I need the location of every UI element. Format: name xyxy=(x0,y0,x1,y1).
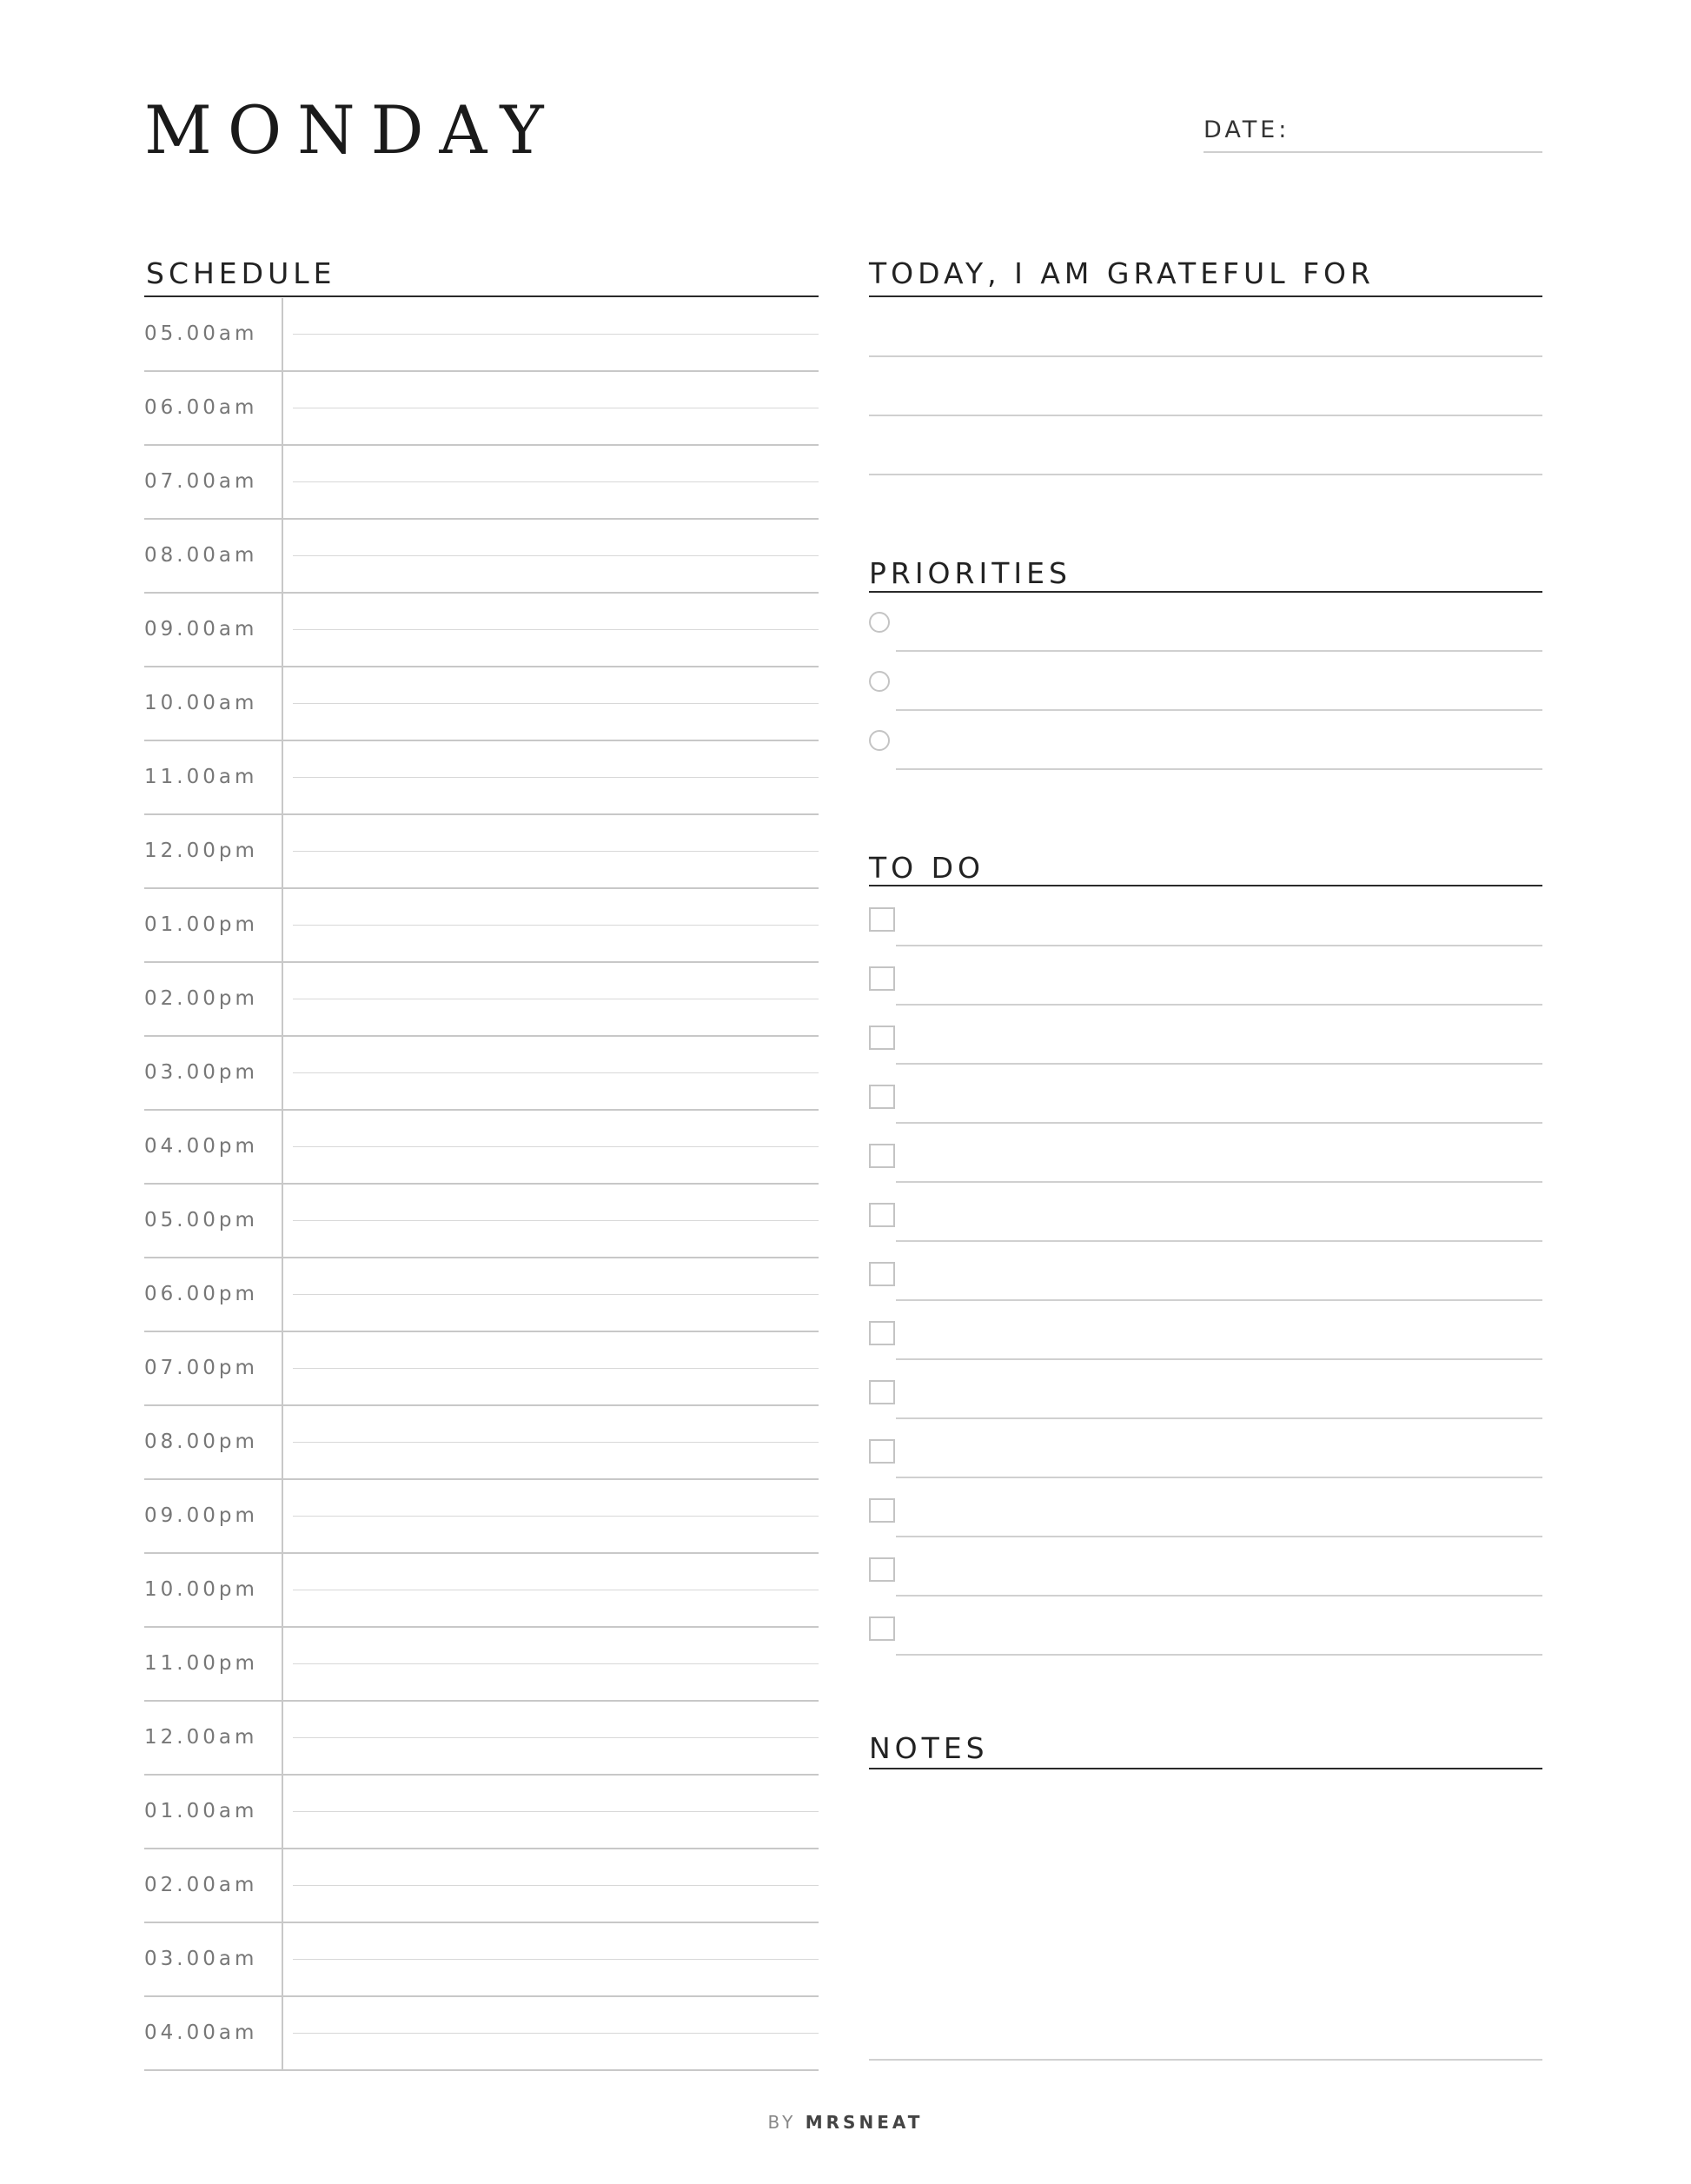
schedule-slot[interactable] xyxy=(144,1037,819,1111)
schedule-time: 04.00pm xyxy=(144,1135,258,1158)
todo-line[interactable] xyxy=(896,1536,1542,1537)
schedule-divider xyxy=(282,1628,283,1702)
schedule-half-line xyxy=(293,1516,819,1517)
schedule-time: 06.00am xyxy=(144,396,258,419)
footer xyxy=(0,2114,1691,2131)
schedule-divider xyxy=(282,741,283,815)
schedule-slot[interactable] xyxy=(144,1480,819,1554)
footer-brand: MRSNEAT xyxy=(805,2112,924,2133)
schedule-time: 05.00pm xyxy=(144,1209,258,1231)
schedule-slot[interactable] xyxy=(144,1702,819,1776)
todo-checkbox[interactable] xyxy=(869,1616,895,1641)
schedule-divider xyxy=(282,520,283,594)
todo-line[interactable] xyxy=(896,1595,1542,1597)
priority-line[interactable] xyxy=(896,709,1542,711)
schedule-divider xyxy=(282,594,283,667)
todo-title: TO DO xyxy=(869,851,985,885)
todo-line[interactable] xyxy=(896,1063,1542,1065)
schedule-time: 11.00pm xyxy=(144,1652,258,1675)
grateful-title: TODAY, I AM GRATEFUL FOR xyxy=(869,256,1375,290)
schedule-slot[interactable] xyxy=(144,446,819,520)
schedule-divider xyxy=(282,1037,283,1111)
schedule-time: 01.00pm xyxy=(144,913,258,936)
schedule-divider xyxy=(282,1332,283,1406)
schedule-divider xyxy=(282,667,283,741)
todo-line[interactable] xyxy=(896,1358,1542,1360)
schedule-list xyxy=(144,298,819,2071)
schedule-time: 06.00pm xyxy=(144,1283,258,1305)
grateful-rule xyxy=(869,295,1542,297)
schedule-slot[interactable] xyxy=(144,1111,819,1185)
schedule-divider xyxy=(282,446,283,520)
date-label: DATE: xyxy=(1204,116,1290,143)
schedule-time: 04.00am xyxy=(144,2021,258,2044)
schedule-time: 07.00am xyxy=(144,470,258,493)
schedule-title: SCHEDULE xyxy=(146,256,336,290)
todo-checkbox[interactable] xyxy=(869,1439,895,1464)
schedule-time: 02.00am xyxy=(144,1874,258,1896)
schedule-time: 10.00am xyxy=(144,692,258,714)
schedule-slot[interactable] xyxy=(144,298,819,372)
schedule-slot[interactable] xyxy=(144,1628,819,1702)
priority-line[interactable] xyxy=(896,650,1542,652)
notes-area[interactable] xyxy=(869,1769,1542,2058)
schedule-half-line xyxy=(293,481,819,482)
schedule-slot[interactable] xyxy=(144,889,819,963)
schedule-time: 09.00pm xyxy=(144,1504,258,1527)
schedule-divider xyxy=(282,1258,283,1332)
schedule-divider xyxy=(282,815,283,889)
schedule-divider xyxy=(282,1480,283,1554)
todo-checkbox[interactable] xyxy=(869,907,895,932)
schedule-divider xyxy=(282,298,283,372)
schedule-half-line xyxy=(293,629,819,630)
todo-checkbox[interactable] xyxy=(869,1557,895,1582)
todo-line[interactable] xyxy=(896,1299,1542,1301)
priorities-title: PRIORITIES xyxy=(869,556,1071,590)
schedule-slot[interactable] xyxy=(144,1185,819,1258)
schedule-slot[interactable] xyxy=(144,1776,819,1849)
schedule-half-line xyxy=(293,1368,819,1369)
todo-checkbox[interactable] xyxy=(869,1262,895,1286)
schedule-divider xyxy=(282,1776,283,1849)
schedule-divider xyxy=(282,1997,283,2071)
schedule-slot[interactable] xyxy=(144,594,819,667)
grateful-line[interactable] xyxy=(869,355,1542,357)
priority-line[interactable] xyxy=(896,768,1542,770)
page-title: MONDAY xyxy=(144,91,560,169)
schedule-time: 07.00pm xyxy=(144,1357,258,1379)
schedule-half-line xyxy=(293,703,819,704)
schedule-half-line xyxy=(293,1146,819,1147)
schedule-half-line xyxy=(293,1294,819,1295)
schedule-divider xyxy=(282,1702,283,1776)
schedule-divider xyxy=(282,1111,283,1185)
todo-checkbox[interactable] xyxy=(869,1144,895,1168)
todo-checkbox[interactable] xyxy=(869,1203,895,1227)
schedule-slot[interactable] xyxy=(144,372,819,446)
schedule-divider xyxy=(282,372,283,446)
schedule-time: 05.00am xyxy=(144,322,258,345)
schedule-divider xyxy=(282,963,283,1037)
schedule-half-line xyxy=(293,1072,819,1073)
todo-line[interactable] xyxy=(896,1122,1542,1124)
schedule-time: 12.00am xyxy=(144,1726,258,1749)
todo-rule xyxy=(869,885,1542,886)
schedule-rule xyxy=(144,295,819,297)
schedule-half-line xyxy=(293,334,819,335)
schedule-slot[interactable] xyxy=(144,520,819,594)
schedule-time: 03.00pm xyxy=(144,1061,258,1084)
schedule-divider xyxy=(282,1923,283,1997)
schedule-slot[interactable] xyxy=(144,1406,819,1480)
todo-checkbox[interactable] xyxy=(869,1498,895,1523)
priorities-rule xyxy=(869,591,1542,593)
todo-checkbox[interactable] xyxy=(869,966,895,991)
schedule-half-line xyxy=(293,2033,819,2034)
schedule-divider xyxy=(282,1185,283,1258)
grateful-line[interactable] xyxy=(869,474,1542,475)
schedule-divider xyxy=(282,889,283,963)
schedule-half-line xyxy=(293,1737,819,1738)
todo-line[interactable] xyxy=(896,945,1542,946)
footer-by: BY xyxy=(767,2112,797,2133)
schedule-time: 01.00am xyxy=(144,1800,258,1822)
schedule-time: 11.00am xyxy=(144,766,258,788)
notes-title: NOTES xyxy=(869,1731,989,1765)
grateful-line[interactable] xyxy=(869,415,1542,416)
schedule-half-line xyxy=(293,1959,819,1960)
priority-circle-icon[interactable] xyxy=(869,612,890,633)
schedule-divider xyxy=(282,1849,283,1923)
schedule-half-line xyxy=(293,777,819,778)
schedule-time: 08.00pm xyxy=(144,1431,258,1453)
schedule-time: 09.00am xyxy=(144,618,258,641)
schedule-slot[interactable] xyxy=(144,1554,819,1628)
schedule-time: 12.00pm xyxy=(144,840,258,862)
todo-line[interactable] xyxy=(896,1654,1542,1656)
schedule-slot[interactable] xyxy=(144,1332,819,1406)
todo-line[interactable] xyxy=(896,1477,1542,1478)
schedule-divider xyxy=(282,1406,283,1480)
schedule-slot[interactable] xyxy=(144,1849,819,1923)
todo-line[interactable] xyxy=(896,1417,1542,1419)
schedule-half-line xyxy=(293,851,819,852)
schedule-slot[interactable] xyxy=(144,815,819,889)
todo-checkbox[interactable] xyxy=(869,1085,895,1109)
schedule-half-line xyxy=(293,925,819,926)
schedule-half-line xyxy=(293,1885,819,1886)
schedule-time: 08.00am xyxy=(144,544,258,567)
schedule-slot[interactable] xyxy=(144,667,819,741)
schedule-slot[interactable] xyxy=(144,1923,819,1997)
notes-bottom-line xyxy=(869,2059,1542,2061)
schedule-half-line xyxy=(293,1442,819,1443)
schedule-slot[interactable] xyxy=(144,1258,819,1332)
schedule-slot[interactable] xyxy=(144,1997,819,2071)
schedule-slot[interactable] xyxy=(144,741,819,815)
schedule-time: 03.00am xyxy=(144,1948,258,1970)
schedule-time: 10.00pm xyxy=(144,1578,258,1601)
schedule-half-line xyxy=(293,1811,819,1812)
priority-circle-icon[interactable] xyxy=(869,671,890,692)
schedule-half-line xyxy=(293,1220,819,1221)
schedule-half-line xyxy=(293,555,819,556)
priority-circle-icon[interactable] xyxy=(869,730,890,751)
todo-line[interactable] xyxy=(896,1004,1542,1006)
todo-checkbox[interactable] xyxy=(869,1380,895,1404)
todo-line[interactable] xyxy=(896,1181,1542,1183)
schedule-slot[interactable] xyxy=(144,963,819,1037)
date-field[interactable] xyxy=(1204,118,1542,153)
schedule-time: 02.00pm xyxy=(144,987,258,1010)
todo-checkbox[interactable] xyxy=(869,1026,895,1050)
schedule-half-line xyxy=(293,1663,819,1664)
todo-checkbox[interactable] xyxy=(869,1321,895,1345)
todo-line[interactable] xyxy=(896,1240,1542,1242)
schedule-divider xyxy=(282,1554,283,1628)
